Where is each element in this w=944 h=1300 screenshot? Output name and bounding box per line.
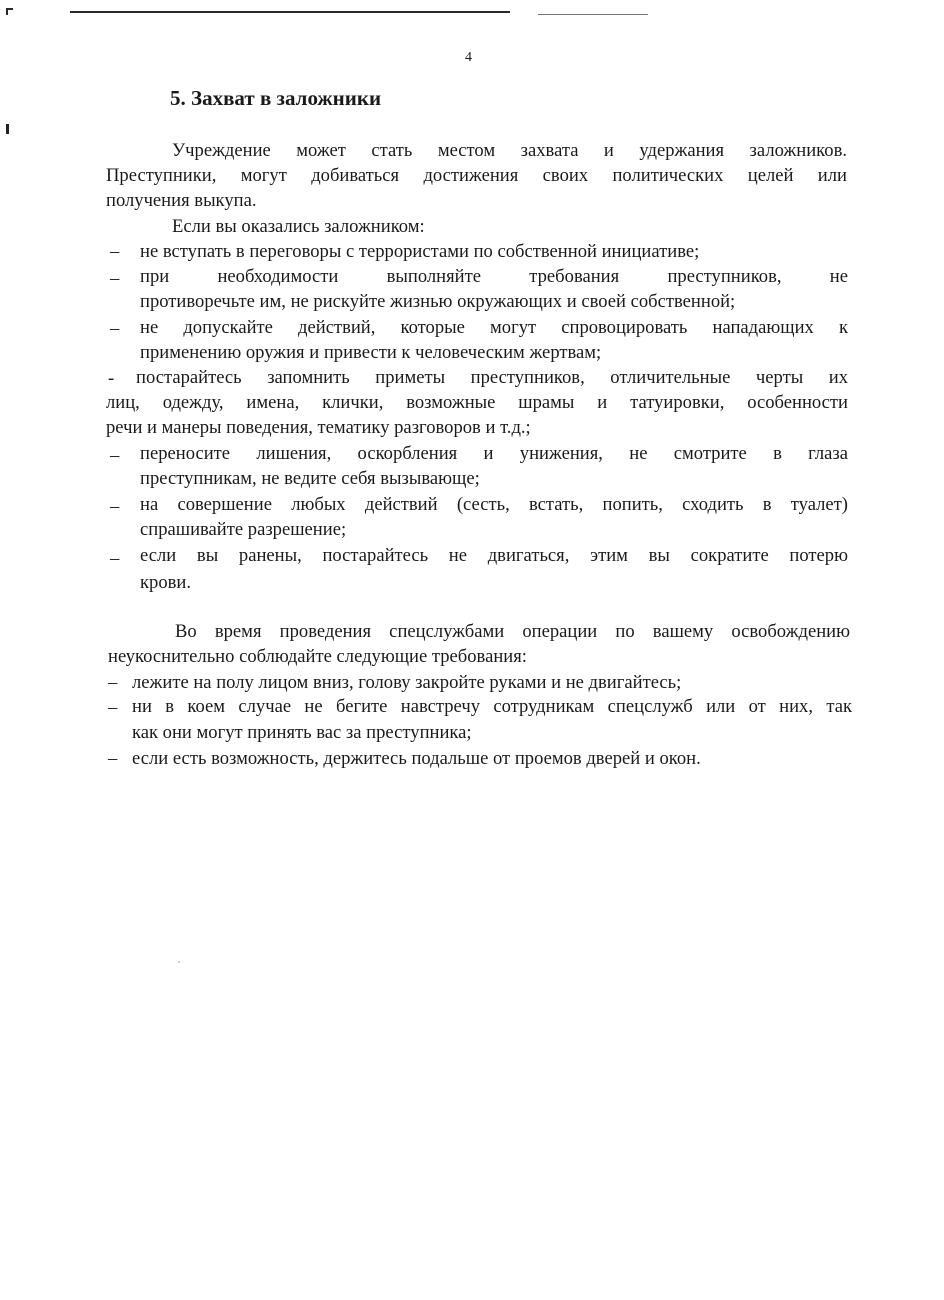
list-item: ни в коем случае не бегите навстречу сотрудникам спецслужб или от них, так xyxy=(132,696,852,717)
list-dash: – xyxy=(110,268,120,289)
hostage-heading: Если вы оказались заложником: xyxy=(172,216,425,237)
list-item: не допускайте действий, которые могут спровоцировать нападающих к xyxy=(140,317,848,338)
list-dash: – xyxy=(110,241,120,262)
intro-line: Преступники, могут добиваться достижения своих политических целей или xyxy=(106,165,847,186)
list-item: постарайтесь запомнить приметы преступников, отличительные черты их xyxy=(136,367,848,388)
list-item-continued: лиц, одежду, имена, клички, возможные шрамы и татуировки, особенности xyxy=(106,392,848,413)
list-dash: – xyxy=(110,445,120,466)
list-item-continued: спрашивайте разрешение; xyxy=(140,519,347,540)
list-item-continued: крови. xyxy=(140,572,192,593)
list-hyphen: - xyxy=(108,368,115,389)
section-title: 5. Захват в заложники xyxy=(170,86,382,110)
list-item-continued: применению оружия и привести к человеческим жертвам; xyxy=(140,342,602,363)
intro-line: Учреждение может стать местом захвата и удержания заложников. xyxy=(172,140,847,161)
list-item: если вы ранены, постарайтесь не двигаться, этим вы сократите потерю xyxy=(140,545,848,566)
list-dash: – xyxy=(108,748,118,769)
list-item: при необходимости выполняйте требования преступников, не xyxy=(140,266,848,287)
list-item: на совершение любых действий (сесть, встать, попить, сходить в туалет) xyxy=(140,494,848,515)
list-dash: – xyxy=(110,496,120,517)
list-item: лежите на полу лицом вниз, голову закройте руками и не двигайтесь; xyxy=(132,672,682,693)
intro-line: получения выкупа. xyxy=(106,190,257,211)
page-number: 4 xyxy=(465,50,472,65)
corner-mark xyxy=(6,8,8,15)
list-dash: – xyxy=(108,697,118,718)
scan-edge-line xyxy=(70,11,510,13)
list-item-continued: преступникам, не ведите себя вызывающе; xyxy=(140,468,480,489)
rescue-intro-line: Во время проведения спецслужбами операции по вашему освобождению xyxy=(175,621,850,642)
list-dash: – xyxy=(110,318,120,339)
list-item: переносите лишения, оскорбления и унижения, не смотрите в глаза xyxy=(140,443,848,464)
margin-tick xyxy=(6,124,9,134)
scan-edge-line xyxy=(538,14,648,15)
rescue-intro-line: неукоснительно соблюдайте следующие требования: xyxy=(108,646,527,667)
list-item-continued: речи и манеры поведения, тематику разговоров и т.д.; xyxy=(106,417,531,438)
list-dash: – xyxy=(108,672,118,693)
list-dash: – xyxy=(110,548,120,569)
list-item: если есть возможность, держитесь подальше от проемов дверей и окон. xyxy=(132,748,701,769)
scan-speck xyxy=(178,961,180,963)
list-item-continued: противоречьте им, не рискуйте жизнью окружающих и своей собственной; xyxy=(140,291,736,312)
list-item: не вступать в переговоры с террористами по собственной инициативе; xyxy=(140,241,700,262)
list-item-continued: как они могут принять вас за преступника; xyxy=(132,722,472,743)
